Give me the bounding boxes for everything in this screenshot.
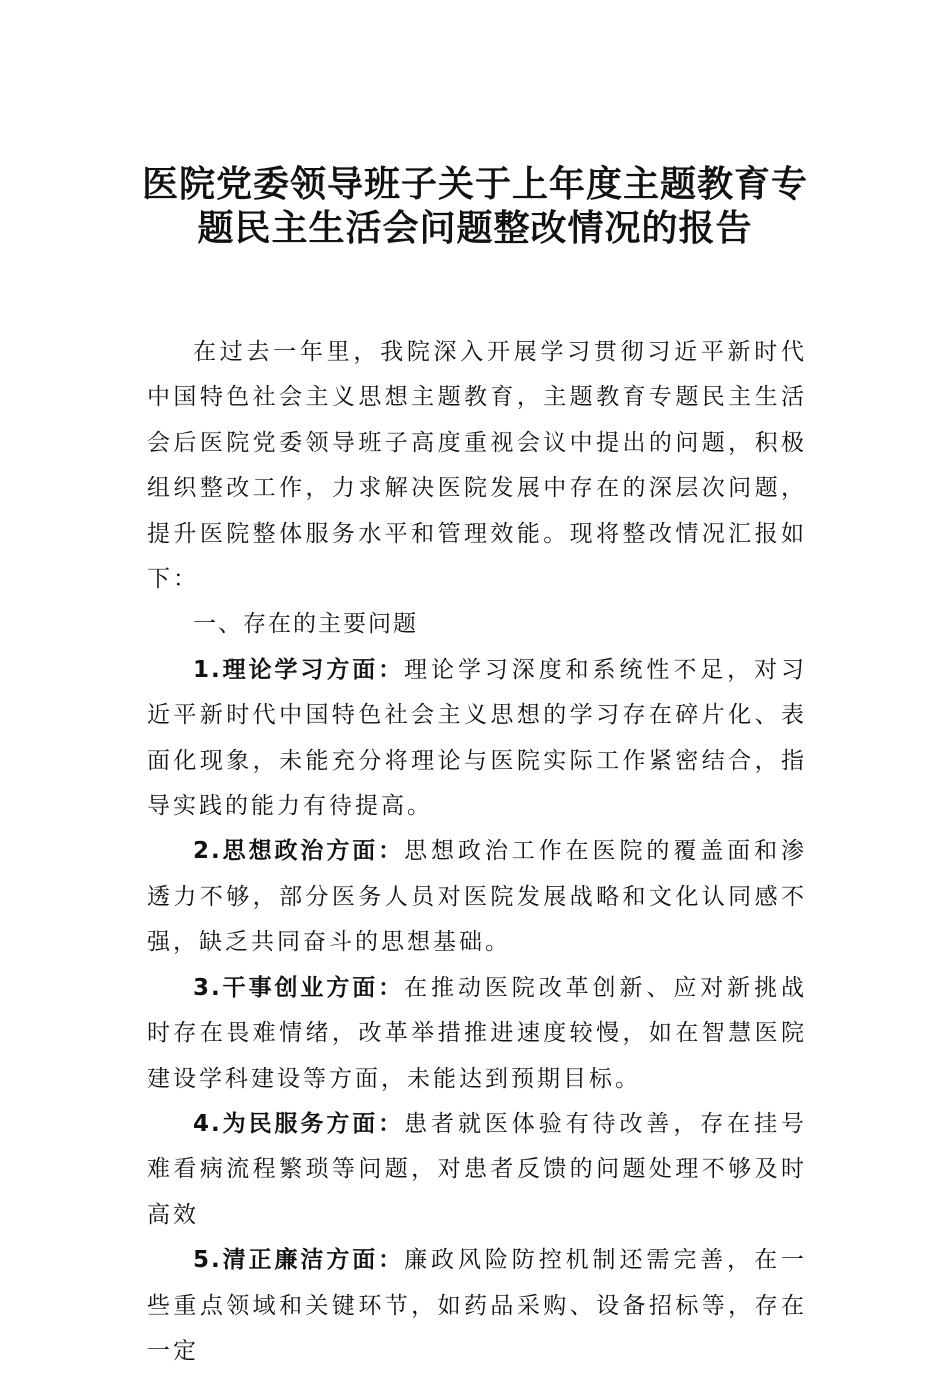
problem-item-text: 患者就医体验有待改善，存在挂号难看病流程繁琐等问题，对患者反馈的问题处理不够及时高效 <box>147 1110 807 1228</box>
problem-item-lead: 3.干事创业方面： <box>193 974 405 1001</box>
problem-item-lead: 2.思想政治方面： <box>193 838 405 865</box>
problem-item <box>147 648 807 830</box>
document-title-line-1: 医院党委领导班子关于上年度主题教育专 <box>141 163 808 205</box>
problem-item-text: 思想政治工作在医院的覆盖面和渗透力不够，部分医务人员对医院发展战略和文化认同感不强，缺乏共同奋斗的思想基础。 <box>147 838 807 956</box>
problem-item <box>147 829 807 965</box>
problem-item <box>147 1238 807 1374</box>
problem-item-text: 在推动医院改革创新、应对新挑战时存在畏难情绪，改革举措推进速度较慢，如在智慧医院建设学科建设等方面，未能达到预期目标。 <box>147 974 807 1092</box>
problem-item-lead: 4.为民服务方面： <box>193 1110 405 1137</box>
problem-item-text: 廉政风险防控机制还需完善，在一些重点领域和关键环节，如药品采购、设备招标等，存在一定 <box>147 1247 807 1364</box>
intro-paragraph: 在过去一年里，我院深入开展学习贯彻习近平新时代中国特色社会主义思想主题教育，主题教育专题民主生活会后医院党委领导班子高度重视会议中提出的问题，积极组织整改工作，力求解决医院发展中存在的深层次问题，提升医院整体服务水平和管理效能。现将整改情况汇报如下： <box>147 339 807 593</box>
problem-item-lead: 5.清正廉洁方面： <box>193 1247 405 1274</box>
problem-item-text: 理论学习深度和系统性不足，对习近平新时代中国特色社会主义思想的学习存在碎片化、表面化现象，未能充分将理论与医院实际工作紧密结合，指导实践的能力有待提高。 <box>147 656 807 820</box>
problem-item-lead: 1.理论学习方面： <box>193 656 405 683</box>
problem-item <box>147 966 807 1102</box>
problem-item <box>147 1102 807 1238</box>
document-body <box>147 330 807 1374</box>
section-heading: 一、存在的主要问题 <box>193 611 418 638</box>
document-title-line-2: 题民主生活会问题整改情况的报告 <box>197 207 753 249</box>
